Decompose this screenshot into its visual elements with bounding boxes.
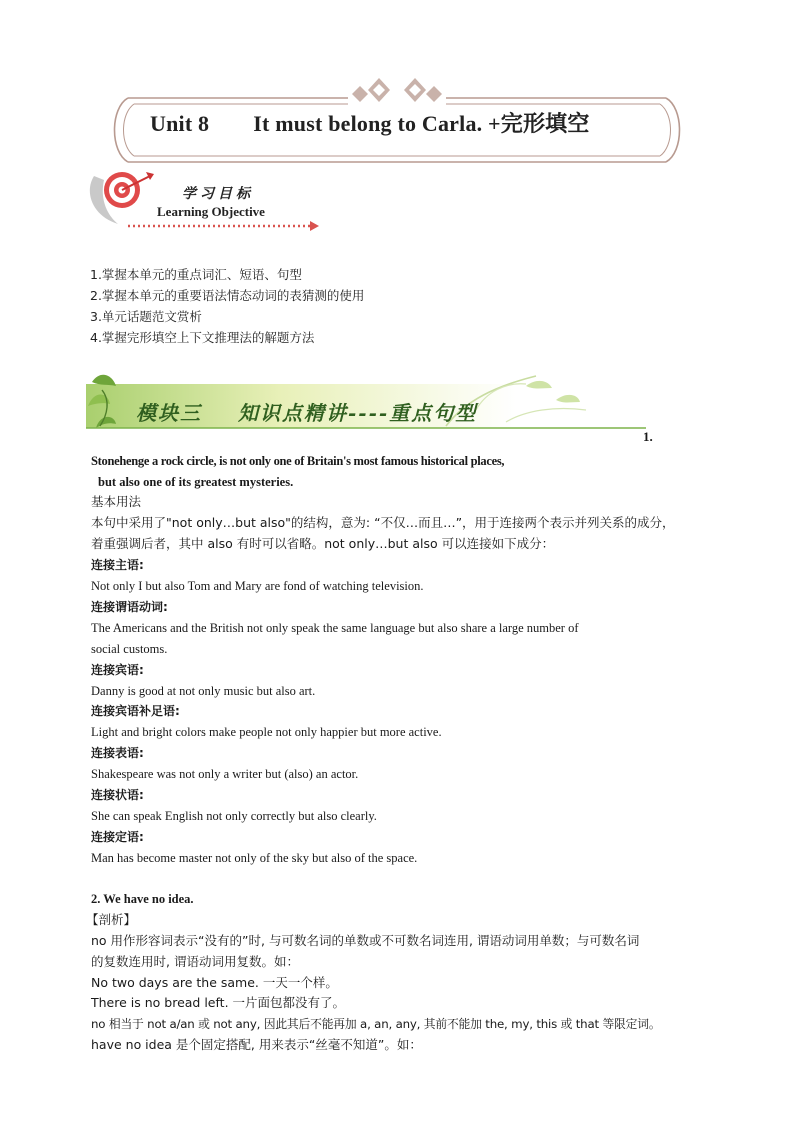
objective-label-en: Learning Objective xyxy=(157,204,265,219)
explanation-line: no 相当于 not a/an 或 not any, 因此其后不能再加 a, an, any, 其前不能加 the, my, this 或 that 等限定词。 xyxy=(91,1017,661,1031)
explanation-line: 着重强调后者，其中 also 有时可以省略。not only…but also 可以连接如下成分： xyxy=(91,536,555,551)
example-sentence: Danny is good at not only music but also art. xyxy=(91,684,316,698)
example-sentence: No two days are the same. 一天一个样。 xyxy=(91,975,338,990)
predicative-label: 连接表语: xyxy=(91,746,144,760)
objective-item: 4.掌握完形填空上下文推理法的解题方法 xyxy=(90,330,315,345)
usage-label: 基本用法 xyxy=(91,494,142,509)
explanation-line: 的复数连用时, 谓语动词用复数。如： xyxy=(91,954,299,969)
example-sentence: social customs. xyxy=(91,642,168,656)
example-sentence: Light and bright colors make people not only happier but more active. xyxy=(91,725,442,739)
subject-label: 连接主语: xyxy=(91,558,144,572)
verb-label: 连接谓语动词: xyxy=(91,600,168,614)
example-sentence: The Americans and the British not only speak the same language but also share a large number of xyxy=(91,621,579,635)
explanation-line: no 用作形容词表示“没有的”时, 与可数名词的单数或不可数名词连用, 谓语动词用单数；与可数名词 xyxy=(91,933,640,948)
adverbial-label: 连接状语: xyxy=(91,788,144,802)
key-sentence-line: but also one of its greatest mysteries. xyxy=(98,475,294,489)
object-label: 连接宾语: xyxy=(91,663,144,677)
objective-label-cn: 学习目标 xyxy=(182,186,254,202)
complement-label: 连接宾语补足语: xyxy=(91,704,180,718)
example-sentence: She can speak English not only correctly but also clearly. xyxy=(91,809,377,823)
analysis-label: 【剖析】 xyxy=(86,912,137,927)
example-sentence: Man has become master not only of the sky but also of the space. xyxy=(91,851,418,865)
page-title: Unit 8 It must belong to Carla. +完形填空 xyxy=(150,111,590,136)
attributive-label: 连接定语: xyxy=(91,830,144,844)
section-number: 1. xyxy=(643,429,653,444)
example-sentence: Not only I but also Tom and Mary are fond of watching television. xyxy=(91,579,424,593)
objective-item: 2.掌握本单元的重要语法情态动词的表猜测的使用 xyxy=(90,288,365,303)
module-title: 模块三 知识点精讲----重点句型 xyxy=(136,401,478,425)
explanation-line: have no idea 是个固定搭配, 用来表示“丝毫不知道”。如： xyxy=(91,1037,422,1052)
objective-item: 1.掌握本单元的重点词汇、短语、句型 xyxy=(90,267,302,282)
point-heading: 2. We have no idea. xyxy=(91,892,194,906)
explanation-line: 本句中采用了"not only…but also"的结构，意为: “不仅…而且…”，用于连接两个表示并列关系的成分， xyxy=(91,515,675,530)
key-sentence-line: Stonehenge a rock circle, is not only one of Britain's most famous historical places, xyxy=(91,454,505,468)
example-sentence: Shakespeare was not only a writer but (also) an actor. xyxy=(91,767,359,781)
example-sentence: There is no bread left. 一片面包都没有了。 xyxy=(91,995,346,1010)
objective-item: 3.单元话题范文赏析 xyxy=(90,309,202,324)
